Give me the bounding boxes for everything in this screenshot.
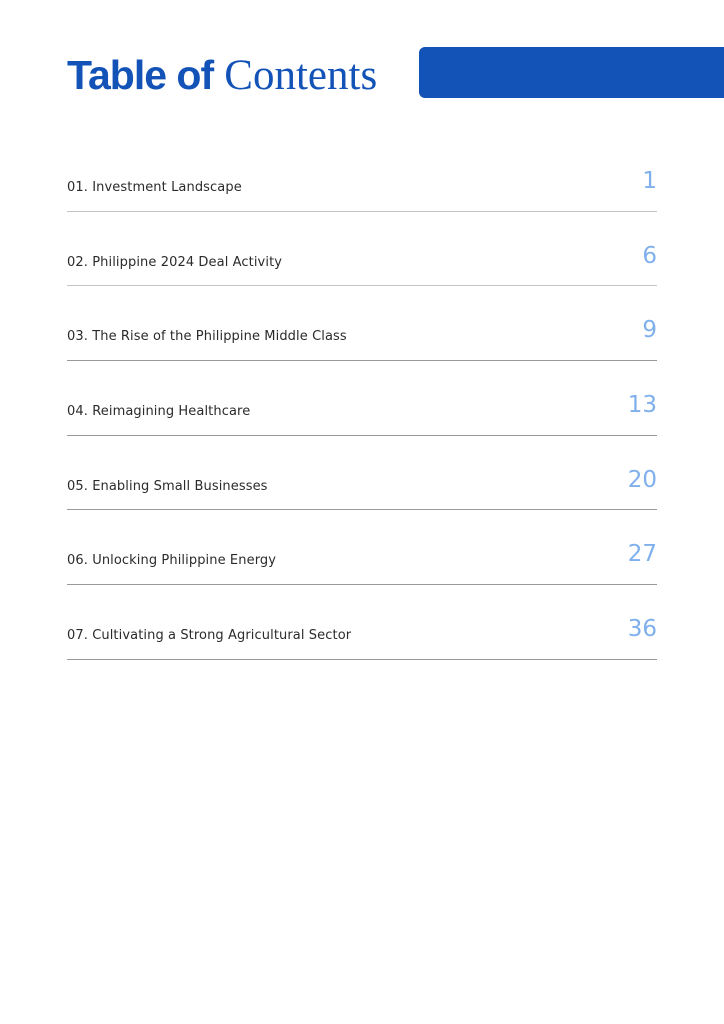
toc-entry[interactable] [67, 309, 657, 384]
toc-entry-label: 03. The Rise of the Philippine Middle Class [67, 329, 347, 345]
toc-entry-page-number: 13 [627, 392, 657, 419]
toc-entry-page-number: 20 [627, 466, 657, 493]
toc-entry[interactable] [67, 533, 657, 608]
toc-entry-label: 06. Unlocking Philippine Energy [67, 553, 277, 569]
toc-entry-label: 01. Investment Landscape [67, 180, 242, 195]
toc-entry-page-number: 27 [627, 541, 657, 568]
toc-entry-page-number: 36 [627, 616, 657, 643]
header-accent-band [419, 47, 724, 98]
toc-entry[interactable] [67, 235, 657, 310]
toc-entry-label: 07. Cultivating a Strong Agricultural Sector [67, 628, 352, 644]
toc-entry[interactable] [67, 160, 657, 235]
toc-entry-label: 04. Reimagining Healthcare [67, 404, 251, 420]
toc-entry[interactable] [67, 608, 657, 683]
toc-entry-page-number: 6 [642, 242, 657, 269]
toc-entry[interactable] [67, 459, 657, 534]
toc-entry-label: 05. Enabling Small Businesses [67, 478, 268, 494]
page-title-serif: Contents [224, 52, 378, 99]
toc-entry-page-number: 9 [642, 317, 657, 344]
toc-entry-page-number: 1 [642, 168, 657, 194]
toc-entry[interactable] [67, 384, 657, 459]
page-title-bold: Table of [67, 52, 214, 98]
toc-entry-label: 02. Philippine 2024 Deal Activity [67, 254, 283, 270]
table-of-contents-list [67, 160, 657, 683]
page-title [67, 54, 377, 97]
